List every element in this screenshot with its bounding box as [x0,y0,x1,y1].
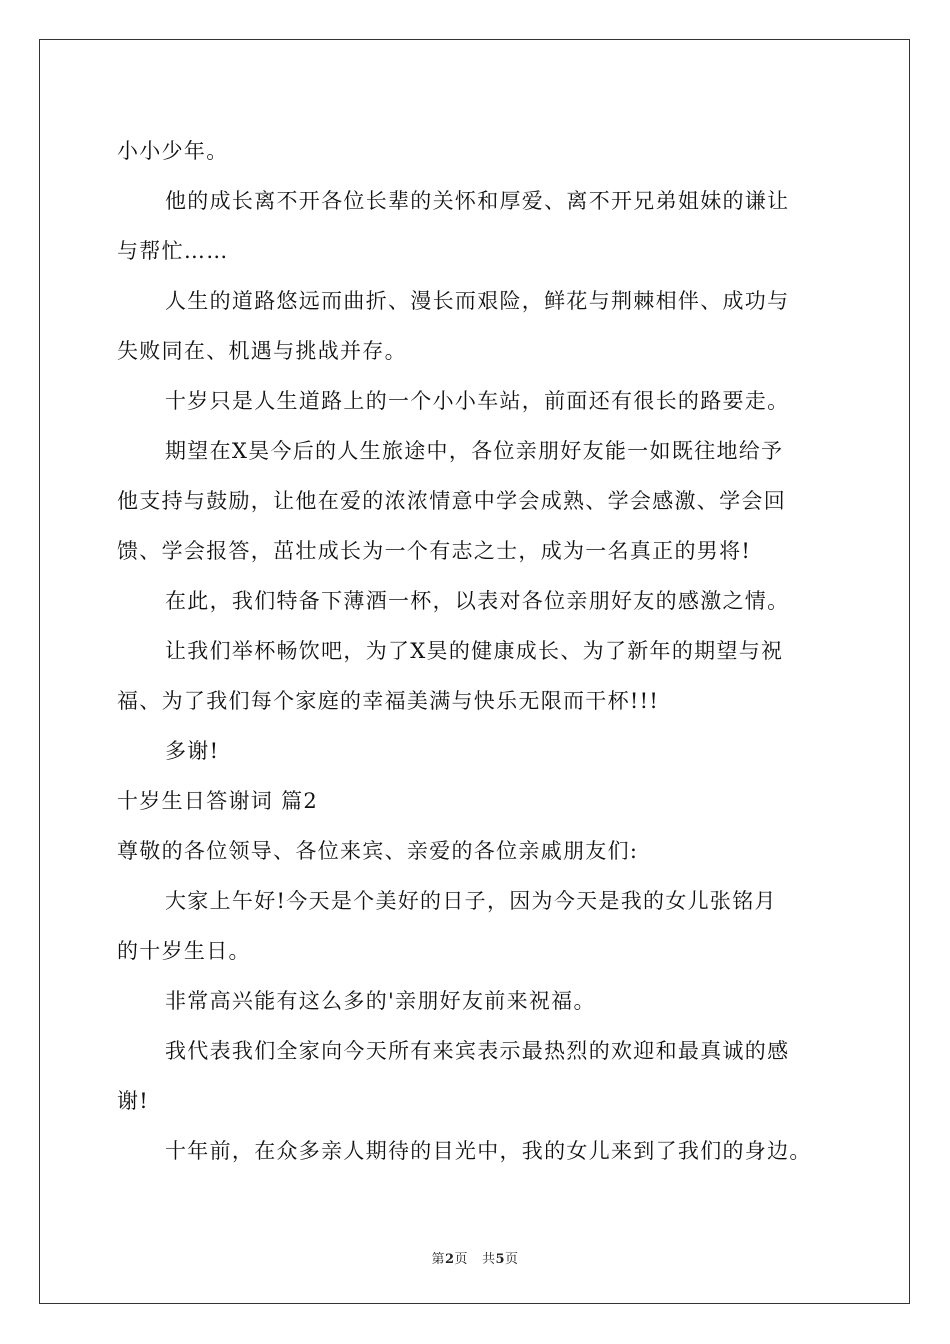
text-line: 让我们举杯畅饮吧，为了X昊的健康成长、为了新年的期望与祝 [165,639,784,663]
text-line: 馈、学会报答，茁壮成长为一个有志之士，成为一名真正的男将! [117,539,752,563]
text-line: 十岁只是人生道路上的一个小小车站，前面还有很长的路要走。 [165,389,790,413]
total-pages-prefix: 共 [481,1252,496,1267]
current-page-number: 2 [444,1252,455,1267]
text-line: 在此，我们特备下薄酒一杯，以表对各位亲朋好友的感激之情。 [165,589,790,613]
paragraph [117,726,835,776]
paragraph [117,126,835,176]
text-line: 多谢! [165,739,220,763]
text-line: 他的成长离不开各位长辈的关怀和厚爱、离不开兄弟姐妹的谦让 [165,189,790,213]
text-line: 期望在X昊今后的人生旅途中，各位亲朋好友能一如既往地给予 [165,439,784,463]
paragraph [117,1026,835,1126]
paragraph [117,876,835,976]
text-line: 非常高兴能有这么多的'亲朋好友前来祝福。 [165,989,596,1013]
text-line: 谢! [117,1089,150,1113]
text-line: 十年前，在众多亲人期待的目光中，我的女儿来到了我们的身边。 [165,1139,812,1163]
text-line: 我代表我们全家向今天所有来宾表示最热烈的欢迎和最真诚的感 [165,1039,790,1063]
page-number-prefix: 第 [431,1252,445,1267]
text-line: 人生的道路悠远而曲折、漫长而艰险，鲜花与荆棘相伴、成功与 [165,289,790,313]
paragraph [117,576,835,626]
text-line: 失败同在、机遇与挑战并存。 [117,339,407,363]
text-line: 与帮忙…… [117,239,229,263]
text-line: 大家上午好!今天是个美好的日子，因为今天是我的女儿张铭月 [165,889,777,913]
total-pages-suffix: 页 [505,1252,519,1267]
paragraph [117,1126,835,1176]
paragraph [117,176,835,276]
total-page-count: 5 [495,1252,506,1267]
paragraph [117,626,835,726]
text-line: 福、为了我们每个家庭的幸福美满与快乐无限而干杯!!! [117,689,660,713]
document-body [117,126,835,1176]
text-line: 尊敬的各位领导、各位来宾、亲爱的各位亲戚朋友们: [117,839,639,863]
text-line: 十岁生日答谢词 篇2 [117,789,319,813]
paragraph [117,426,835,576]
text-line: 小小少年。 [117,139,229,163]
paragraph [117,976,835,1026]
page-footer [0,1248,950,1267]
text-line: 的十岁生日。 [117,939,251,963]
paragraph [117,376,835,426]
page-number-suffix: 页 [454,1252,469,1267]
paragraph [117,826,835,876]
paragraph [117,276,835,376]
section-heading [117,776,835,826]
text-line: 他支持与鼓励，让他在爱的浓浓情意中学会成熟、学会感激、学会回 [117,489,786,513]
